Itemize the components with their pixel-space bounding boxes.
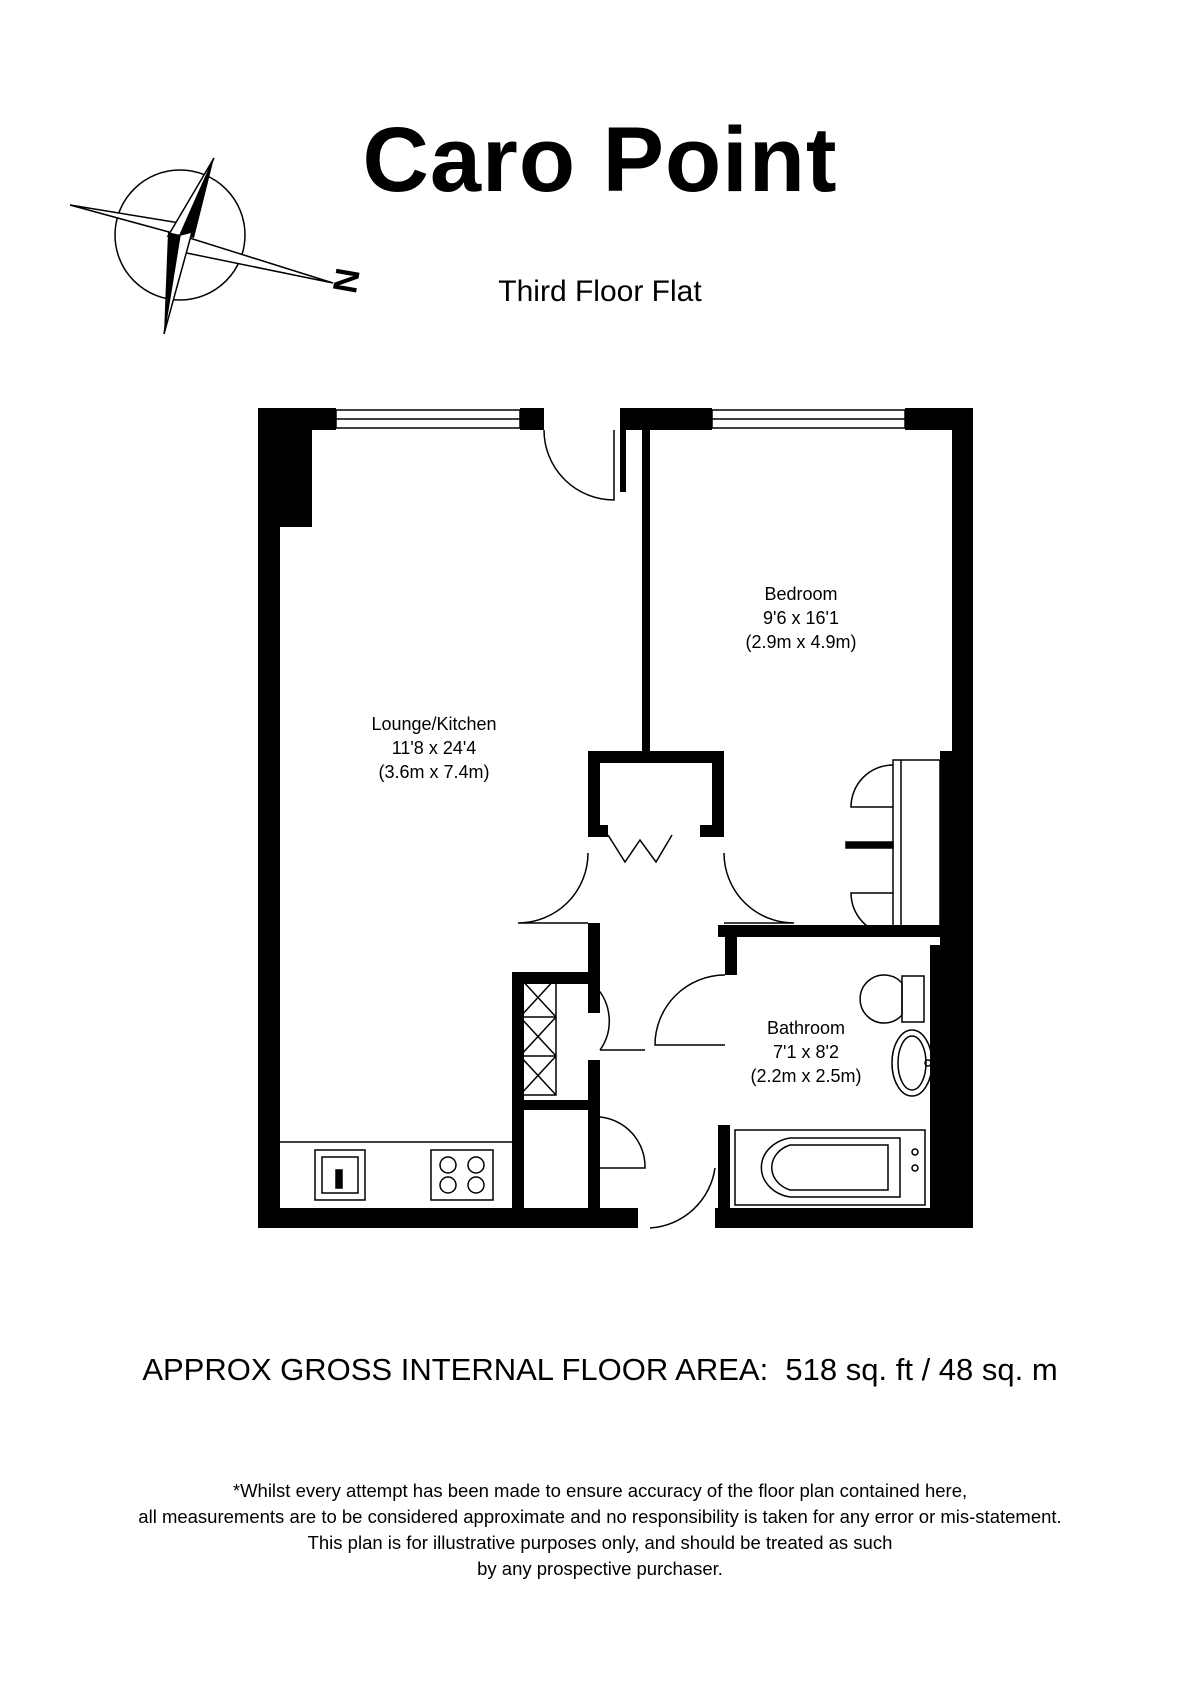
- room-size-imperial-lounge: 11'8 x 24'4: [391, 738, 477, 758]
- room-name-lounge: Lounge/Kitchen: [371, 714, 497, 734]
- room-size-imperial-bedroom: 9'6 x 16'1: [763, 608, 839, 628]
- room-label-bedroom: [745, 584, 856, 652]
- room-size-metric-bathroom: (2.2m x 2.5m): [750, 1066, 862, 1086]
- disclaimer-line: by any prospective purchaser.: [477, 1558, 723, 1579]
- exterior-walls: [258, 408, 973, 1228]
- utility-cupboards: [520, 978, 556, 1095]
- room-size-imperial-bathroom: 7'1 x 8'2: [773, 1042, 839, 1062]
- disclaimer-line: all measurements are to be considered approximate and no responsibility is taken for any error or mis-statement.: [138, 1506, 1062, 1527]
- interior-walls: [512, 408, 952, 1215]
- room-name-bathroom: Bathroom: [766, 1018, 846, 1038]
- disclaimer: [0, 1478, 1200, 1582]
- disclaimer-line: *Whilst every attempt has been made to ensure accuracy of the floor plan contained here,: [232, 1480, 968, 1501]
- disclaimer-line: This plan is for illustrative purposes only, and should be treated as such: [307, 1532, 893, 1553]
- room-label-bathroom: [750, 1018, 861, 1086]
- wardrobe: [846, 760, 940, 935]
- floor-subtitle: Third Floor Flat: [498, 275, 702, 308]
- room-label-lounge: [371, 714, 496, 782]
- gross-floor-area: APPROX GROSS INTERNAL FLOOR AREA: 518 sq. ft / 48 sq. m: [142, 1352, 1058, 1387]
- room-name-bedroom: Bedroom: [764, 584, 838, 604]
- room-size-metric-lounge: (3.6m x 7.4m): [378, 762, 490, 782]
- bathroom-fixtures: [735, 975, 932, 1205]
- property-title: Caro Point: [362, 109, 838, 211]
- north-label: N: [324, 265, 367, 296]
- kitchen-counter: [280, 1142, 512, 1200]
- room-size-metric-bedroom: (2.9m x 4.9m): [745, 632, 857, 652]
